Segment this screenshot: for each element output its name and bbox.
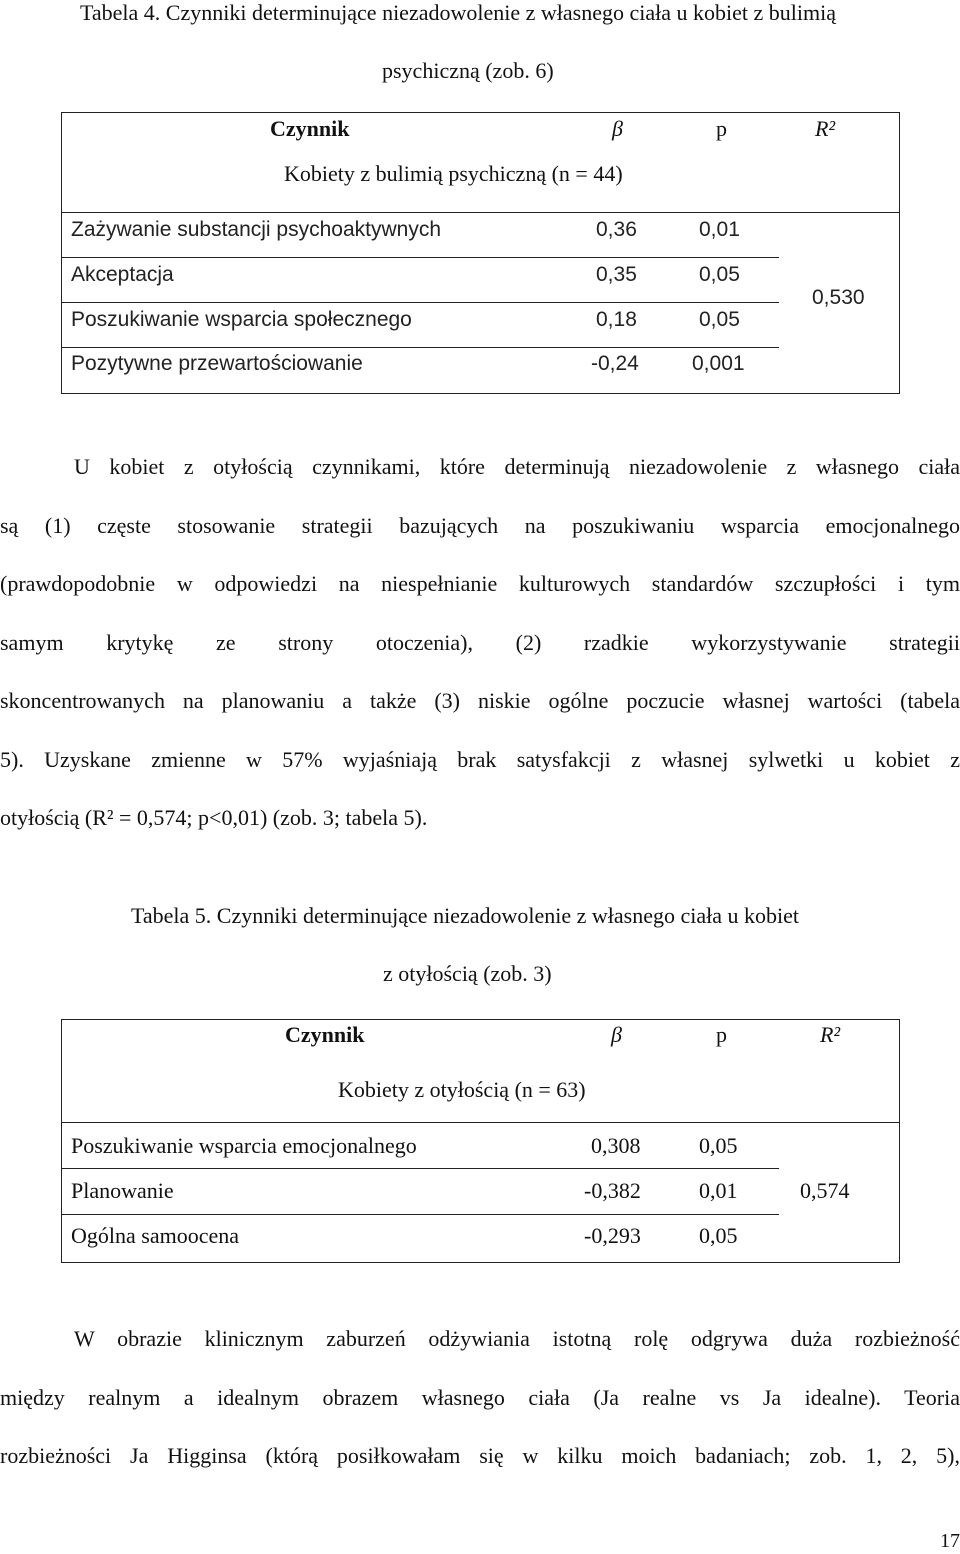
table4-row-factor: Pozytywne przewartościowanie [71, 352, 363, 375]
table5-row-divider [61, 1214, 779, 1215]
table5-row-p: 0,05 [699, 1133, 738, 1158]
paragraph-line: (prawdopodobnie w odpowiedzi na niespełnianie kulturowych standardów szczupłości i tym [0, 571, 960, 596]
paragraph-line: U kobiet z otyłością czynnikami, które determinują niezadowolenie z własnego ciała [74, 454, 960, 479]
table5-row-p: 0,05 [699, 1223, 738, 1248]
table4-header-factor: Czynnik [270, 116, 350, 141]
paragraph-line: otyłością (R² = 0,574; p<0,01) (zob. 3; tabela 5). [0, 805, 428, 830]
table4-caption-line2: psychiczną (zob. 6) [382, 58, 554, 83]
table4-row-beta: -0,24 [591, 352, 639, 375]
paragraph-body-image-discrepancy [0, 1310, 960, 1486]
table4-row-beta: 0,36 [596, 218, 637, 241]
paragraph-line: 5). Uzyskane zmienne w 57% wyjaśniają brak satysfakcji z własnej sylwetki u kobiet z [0, 746, 960, 772]
table4-row-beta: 0,18 [596, 308, 637, 331]
table4-header-beta: β [612, 116, 623, 141]
paragraph-line: są (1) częste stosowanie strategii bazujących na poszukiwaniu wsparcia emocjonalnego [0, 512, 960, 538]
page-number: 17 [940, 1530, 960, 1552]
paragraph-line: samym krytykę ze strony otoczenia), (2) rzadkie wykorzystywanie strategii [0, 629, 960, 655]
table4-row-divider [61, 302, 779, 303]
table4-row-beta: 0,35 [596, 263, 637, 286]
table5-caption-line1: Tabela 5. Czynniki determinujące niezadowolenie z własnego ciała u kobiet [131, 903, 799, 928]
table5-row-factor: Ogólna samoocena [71, 1223, 239, 1248]
table4-row-factor: Zażywanie substancji psychoaktywnych [71, 218, 442, 241]
table5-r2-value: 0,574 [800, 1178, 850, 1203]
table5-group-label: Kobiety z otyłością (n = 63) [338, 1077, 586, 1102]
table4-row-factor: Akceptacja [71, 263, 174, 286]
table5-caption-line2: z otyłością (zob. 3) [383, 961, 552, 986]
table5-row-divider [61, 1168, 779, 1169]
table4-row-p: 0,01 [699, 218, 740, 241]
table5-row-beta: -0,382 [584, 1178, 641, 1203]
table4-row-factor: Poszukiwanie wsparcia społecznego [71, 308, 412, 331]
table4-caption-line1: Tabela 4. Czynniki determinujące niezadowolenie z własnego ciała u kobiet z bulimią [80, 0, 836, 25]
table4-header-p: p [716, 116, 727, 141]
table4-row-divider [61, 257, 779, 258]
table4-header-r2: R² [815, 116, 836, 141]
table4-row-p: 0,05 [699, 308, 740, 331]
table4-row-p: 0,05 [699, 263, 740, 286]
table5-row-beta: -0,293 [584, 1223, 641, 1248]
paragraph-line: między realnym a idealnym obrazem własnego ciała (Ja realne vs Ja idealne). Teoria [0, 1384, 960, 1410]
paragraph-obesity-factors [0, 438, 960, 848]
table5-header-p: p [716, 1022, 727, 1047]
table4-group-label: Kobiety z bulimią psychiczną (n = 44) [284, 161, 623, 186]
table5-row-beta: 0,308 [591, 1133, 641, 1158]
table5-header-factor: Czynnik [285, 1022, 365, 1047]
paragraph-line: W obrazie klinicznym zaburzeń odżywiania istotną rolę odgrywa duża rozbieżność [74, 1326, 960, 1351]
table5-row-p: 0,01 [699, 1178, 738, 1203]
table4-row-divider [61, 347, 779, 348]
table5-row-factor: Poszukiwanie wsparcia emocjonalnego [71, 1133, 417, 1158]
paragraph-line: skoncentrowanych na planowaniu a także (3) niskie ogólne poczucie własnej wartości (tabela [0, 688, 960, 713]
table5-header-r2: R² [820, 1022, 841, 1047]
table5-header-beta: β [611, 1022, 622, 1047]
table4-header-divider [61, 212, 900, 213]
table5-header-divider [61, 1122, 900, 1123]
paragraph-line: rozbieżności Ja Higginsa (którą posiłkowałam się w kilku moich badaniach; zob. 1, 2, 5), [0, 1443, 960, 1468]
table5-row-factor: Planowanie [71, 1178, 174, 1203]
table4-r2-value: 0,530 [812, 286, 865, 309]
table4-row-p: 0,001 [692, 352, 745, 375]
